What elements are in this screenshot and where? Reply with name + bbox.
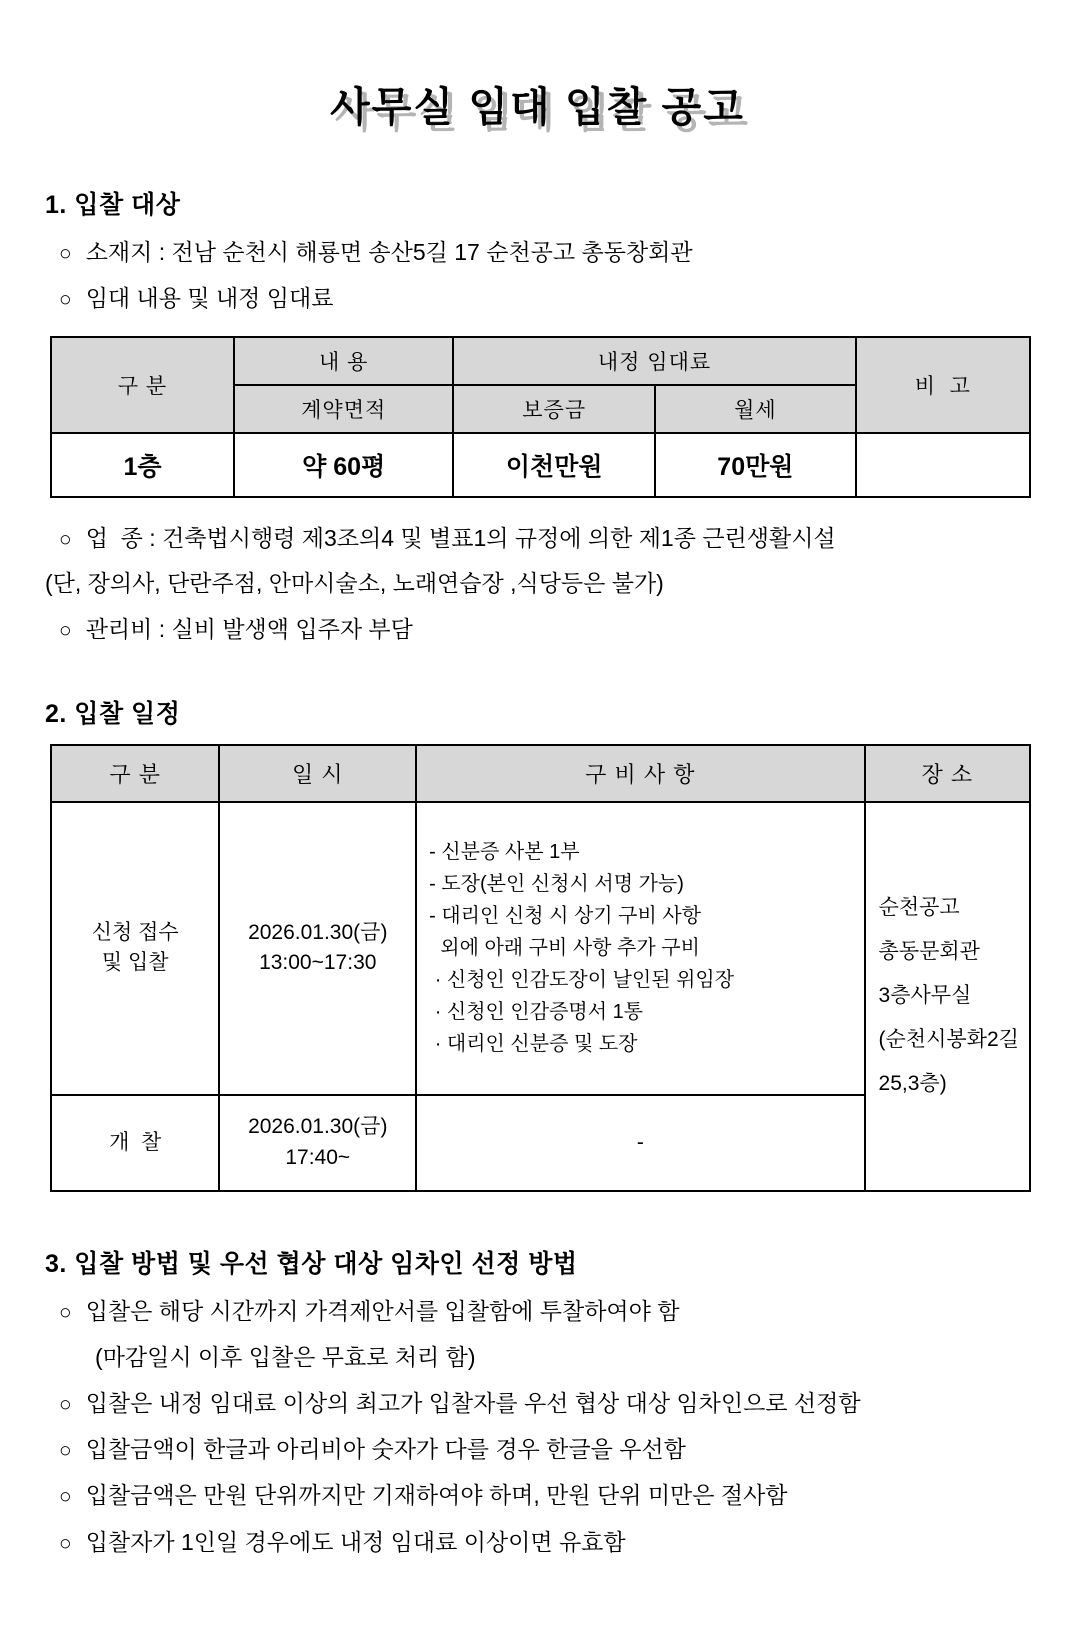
section-3-heading: 3. 입찰 방법 및 우선 협상 대상 임차인 선정 방법	[45, 1249, 578, 1278]
header-naeyong: 내 용	[234, 337, 453, 385]
circle-bullet-icon: ○	[59, 288, 72, 312]
requirement-line: · 신청인 인감도장이 날인된 위임장	[429, 969, 735, 992]
method-item-5-text: 입찰자가 1인일 경우에도 내정 임대료 이상이면 유효함	[85, 1528, 626, 1555]
header-area: 계약면적	[234, 385, 453, 433]
opening-time: 17:40~	[285, 1145, 351, 1169]
method-item-1	[45, 1297, 1030, 1326]
method-item-3-text: 입찰금액이 한글과 아리비아 숫자가 다를 경우 한글을 우선함	[85, 1436, 686, 1462]
method-item-2	[45, 1389, 1030, 1418]
method-item-4	[45, 1481, 1030, 1510]
cell-place	[865, 802, 1030, 1191]
header-deposit: 보증금	[453, 385, 655, 433]
management-fee-item	[45, 615, 1030, 644]
requirement-line: · 신청인 인감증명서 1통	[429, 1001, 644, 1024]
circle-bullet-icon: ○	[59, 618, 72, 642]
cell-application-datetime	[219, 802, 416, 1095]
header-ilsi: 일 시	[219, 745, 416, 802]
lease-table-data-row	[51, 433, 1030, 497]
method-item-1-text: 입찰은 해당 시간까지 가격제안서를 입찰함에 투찰하여야 함	[85, 1297, 680, 1324]
lease-content-item	[45, 284, 1030, 313]
header-gubun: 구 분	[51, 745, 219, 802]
location-item-text: 소재지 : 전남 순천시 해룡면 송산5길 17 순천공고 총동창회관	[85, 239, 693, 265]
method-item-4-text: 입찰금액은 만원 단위까지만 기재하여야 하며, 만원 단위 미만은 절사함	[85, 1482, 788, 1509]
lease-table-header-row-1	[51, 337, 1030, 385]
circle-bullet-icon: ○	[59, 1485, 72, 1509]
place-line: 3층사무실	[878, 984, 972, 1008]
application-label-line1: 신청 접수	[91, 920, 179, 944]
application-time: 13:00~17:30	[259, 951, 377, 975]
place-line: 25,3층)	[878, 1072, 947, 1096]
lease-content-item-text: 임대 내용 및 내정 임대료	[85, 285, 334, 312]
section-1-heading: 1. 입찰 대상	[45, 191, 181, 219]
schedule-table-header-row	[51, 745, 1030, 802]
cell-opening-datetime	[219, 1095, 416, 1191]
cell-deposit: 이천만원	[453, 433, 655, 497]
application-label-line2: 및 입찰	[101, 951, 169, 975]
circle-bullet-icon: ○	[59, 1392, 72, 1416]
requirement-line: 외에 아래 구비 사항 추가 구비	[429, 937, 700, 960]
header-gubun: 구 분	[51, 337, 234, 433]
header-naejung-imdaeryo: 내정 임대료	[453, 337, 855, 385]
lease-info-table	[50, 336, 1031, 498]
header-bigo: 비 고	[856, 337, 1030, 433]
document-title: 사무실 임대 입찰 공고	[330, 84, 745, 130]
header-monthly: 월세	[655, 385, 856, 433]
application-date: 2026.01.30(금)	[248, 920, 388, 944]
circle-bullet-icon: ○	[59, 1300, 72, 1324]
circle-bullet-icon: ○	[59, 242, 72, 265]
business-type-note: (단, 장의사, 단란주점, 안마시술소, 노래연습장 ,식당등은 불가)	[45, 569, 664, 596]
requirement-line: - 신분증 사본 1부	[429, 841, 580, 864]
place-line: (순천시봉화2길	[878, 1028, 1019, 1052]
method-item-3	[45, 1435, 1030, 1464]
opening-date: 2026.01.30(금)	[248, 1115, 388, 1139]
cell-monthly: 70만원	[655, 433, 856, 497]
cell-application-requirements	[416, 802, 864, 1095]
method-item-5	[45, 1528, 1030, 1557]
business-type-item	[45, 524, 1030, 553]
place-line: 총동문회관	[878, 940, 980, 964]
schedule-table	[50, 744, 1031, 1192]
cell-opening-label: 개 찰	[51, 1095, 219, 1191]
circle-bullet-icon: ○	[59, 1531, 72, 1555]
header-requirements: 구 비 사 항	[416, 745, 864, 802]
cell-application-label	[51, 802, 219, 1095]
requirement-line: · 대리인 신분증 및 도장	[429, 1033, 638, 1056]
cell-opening-requirements: -	[416, 1095, 864, 1191]
method-item-2-text: 입찰은 내정 임대료 이상의 최고가 입찰자를 우선 협상 대상 임차인으로 선정함	[85, 1389, 861, 1416]
cell-bigo	[856, 433, 1030, 497]
header-place: 장 소	[865, 745, 1030, 802]
place-line: 순천공고	[878, 896, 960, 920]
cell-area: 약 60평	[234, 433, 453, 497]
circle-bullet-icon: ○	[59, 527, 72, 551]
requirement-line: - 도장(본인 신청시 서명 가능)	[429, 873, 684, 896]
business-type-item-text: 업 종 : 건축법시행령 제3조의4 및 별표1의 규정에 의한 제1종 근린생활시설	[85, 524, 836, 551]
location-item	[45, 238, 1030, 267]
schedule-row-application	[51, 802, 1030, 1095]
requirement-line: - 대리인 신청 시 상기 구비 사항	[429, 905, 701, 928]
management-fee-item-text: 관리비 : 실비 발생액 입주자 부담	[85, 615, 413, 642]
cell-floor: 1층	[51, 433, 234, 497]
circle-bullet-icon: ○	[59, 1439, 72, 1462]
method-item-1-note: (마감일시 이후 입찰은 무효로 처리 함)	[95, 1344, 476, 1370]
section-2-heading: 2. 입찰 일정	[45, 699, 181, 728]
